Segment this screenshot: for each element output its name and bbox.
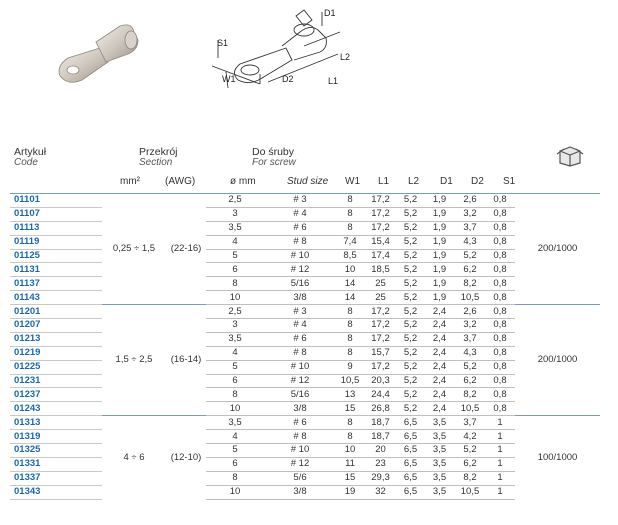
cell-w1: 10 xyxy=(336,444,364,458)
cell-l2: 5,2 xyxy=(397,207,424,221)
cell-mm: 6 xyxy=(206,374,264,388)
header-l2: L2 xyxy=(408,176,420,187)
cell-s1: 0,8 xyxy=(485,291,515,305)
cell-d1: 1,9 xyxy=(424,207,455,221)
cell-l1: 17,4 xyxy=(364,249,397,263)
cell-w1: 19 xyxy=(336,485,364,499)
cell-l1: 24,4 xyxy=(364,388,397,402)
cell-d2: 3,2 xyxy=(455,207,485,221)
cell-l1: 20,3 xyxy=(364,374,397,388)
header-awg: (AWG) xyxy=(165,176,196,187)
article-code: 01101 xyxy=(10,194,102,208)
cell-s1: 0,8 xyxy=(485,332,515,346)
article-code: 01137 xyxy=(10,277,102,291)
article-code: 01313 xyxy=(10,416,102,430)
cell-l1: 17,2 xyxy=(364,360,397,374)
cell-mm: 6 xyxy=(206,263,264,277)
cell-w1: 8 xyxy=(336,332,364,346)
cell-l2: 6,5 xyxy=(397,457,424,471)
cell-l2: 5,2 xyxy=(397,249,424,263)
cell-l1: 17,2 xyxy=(364,221,397,235)
cell-stud: # 8 xyxy=(264,235,336,249)
table-row xyxy=(10,444,600,458)
cell-d1: 2,4 xyxy=(424,346,455,360)
cell-s1: 0,8 xyxy=(485,374,515,388)
cell-w1: 8 xyxy=(336,207,364,221)
cell-s1: 0,8 xyxy=(485,194,515,208)
cell-l1: 15,7 xyxy=(364,346,397,360)
cell-mm: 8 xyxy=(206,471,264,485)
cell-mm: 10 xyxy=(206,485,264,499)
cell-w1: 7,4 xyxy=(336,235,364,249)
article-code: 01107 xyxy=(10,207,102,221)
cell-d2: 2,6 xyxy=(455,305,485,319)
table-row xyxy=(10,485,600,499)
cell-w1: 15 xyxy=(336,402,364,416)
table-row xyxy=(10,430,600,444)
cell-d1: 3,5 xyxy=(424,471,455,485)
article-code: 01225 xyxy=(10,360,102,374)
cell-stud: 5/16 xyxy=(264,388,336,402)
cell-w1: 8,5 xyxy=(336,249,364,263)
cell-stud: # 12 xyxy=(264,263,336,277)
cell-mm: 6 xyxy=(206,457,264,471)
cell-s1: 0,8 xyxy=(485,319,515,333)
table-row xyxy=(10,221,600,235)
cell-l2: 5,2 xyxy=(397,221,424,235)
header-section: Section xyxy=(139,157,173,168)
cell-w1: 11 xyxy=(336,457,364,471)
cell-l2: 5,2 xyxy=(397,319,424,333)
cell-mm: 4 xyxy=(206,430,264,444)
cell-w1: 8 xyxy=(336,221,364,235)
article-code: 01143 xyxy=(10,291,102,305)
awg-range: (22-16) xyxy=(166,194,206,305)
cell-l1: 32 xyxy=(364,485,397,499)
cell-d2: 4,2 xyxy=(455,430,485,444)
cell-s1: 0,8 xyxy=(485,305,515,319)
cell-d2: 3,7 xyxy=(455,332,485,346)
cell-d1: 1,9 xyxy=(424,235,455,249)
cell-s1: 1 xyxy=(485,457,515,471)
cell-l1: 17,2 xyxy=(364,319,397,333)
cell-d2: 10,5 xyxy=(455,402,485,416)
cell-d1: 2,4 xyxy=(424,305,455,319)
cell-s1: 1 xyxy=(485,430,515,444)
table-row xyxy=(10,471,600,485)
cell-s1: 1 xyxy=(485,444,515,458)
cell-mm: 8 xyxy=(206,388,264,402)
cell-stud: # 10 xyxy=(264,360,336,374)
cell-mm: 5 xyxy=(206,360,264,374)
cell-l2: 5,2 xyxy=(397,346,424,360)
article-code: 01125 xyxy=(10,249,102,263)
header-code: Code xyxy=(14,157,38,168)
cell-s1: 1 xyxy=(485,471,515,485)
cell-d2: 2,6 xyxy=(455,194,485,208)
cell-l1: 18,7 xyxy=(364,416,397,430)
article-code: 01325 xyxy=(10,444,102,458)
cell-d2: 10,5 xyxy=(455,291,485,305)
cell-mm: 5 xyxy=(206,249,264,263)
cell-d2: 6,2 xyxy=(455,457,485,471)
row-group xyxy=(10,416,600,499)
cell-d2: 8,2 xyxy=(455,471,485,485)
cell-l2: 5,2 xyxy=(397,402,424,416)
table-row xyxy=(10,360,600,374)
table-row xyxy=(10,194,600,208)
cell-s1: 0,8 xyxy=(485,277,515,291)
article-code: 01331 xyxy=(10,457,102,471)
cell-stud: # 8 xyxy=(264,346,336,360)
label-l1: L1 xyxy=(328,76,339,86)
cell-w1: 10 xyxy=(336,263,364,277)
cell-d1: 2,4 xyxy=(424,332,455,346)
cell-s1: 0,8 xyxy=(485,402,515,416)
table-row xyxy=(10,346,600,360)
cell-stud: 3/8 xyxy=(264,402,336,416)
cell-d2: 8,2 xyxy=(455,277,485,291)
cell-d2: 3,2 xyxy=(455,319,485,333)
row-group xyxy=(10,194,600,305)
table-row xyxy=(10,319,600,333)
cell-l1: 17,2 xyxy=(364,332,397,346)
table-row xyxy=(10,263,600,277)
cell-l2: 5,2 xyxy=(397,291,424,305)
table-row xyxy=(10,416,600,430)
awg-range: (12-10) xyxy=(166,416,206,499)
cell-d1: 3,5 xyxy=(424,457,455,471)
cell-w1: 8 xyxy=(336,319,364,333)
cell-s1: 0,8 xyxy=(485,360,515,374)
article-code: 01337 xyxy=(10,471,102,485)
package-box-icon xyxy=(556,145,584,167)
header-d1: D1 xyxy=(440,176,453,187)
cell-l1: 29,3 xyxy=(364,471,397,485)
cell-stud: 5/6 xyxy=(264,471,336,485)
cell-s1: 0,8 xyxy=(485,388,515,402)
article-code: 01207 xyxy=(10,319,102,333)
section-range: 0,25 ÷ 1,5 xyxy=(102,194,166,305)
article-code: 01319 xyxy=(10,430,102,444)
cell-d1: 2,4 xyxy=(424,360,455,374)
article-code: 01231 xyxy=(10,374,102,388)
cell-l1: 17,2 xyxy=(364,305,397,319)
cell-s1: 0,8 xyxy=(485,235,515,249)
article-code: 01213 xyxy=(10,332,102,346)
header-d2: D2 xyxy=(471,176,484,187)
cell-l2: 6,5 xyxy=(397,430,424,444)
cell-l2: 5,2 xyxy=(397,388,424,402)
cell-mm: 10 xyxy=(206,291,264,305)
cell-l2: 6,5 xyxy=(397,444,424,458)
cell-w1: 14 xyxy=(336,291,364,305)
cell-l2: 5,2 xyxy=(397,277,424,291)
cell-stud: # 10 xyxy=(264,444,336,458)
cell-stud: 5/16 xyxy=(264,277,336,291)
cell-d2: 3,7 xyxy=(455,221,485,235)
cell-l2: 6,5 xyxy=(397,471,424,485)
cell-l1: 26,8 xyxy=(364,402,397,416)
table-row xyxy=(10,277,600,291)
cell-d1: 2,4 xyxy=(424,388,455,402)
cell-s1: 0,8 xyxy=(485,207,515,221)
article-code: 01113 xyxy=(10,221,102,235)
cell-l2: 5,2 xyxy=(397,194,424,208)
cell-w1: 13 xyxy=(336,388,364,402)
cell-s1: 1 xyxy=(485,416,515,430)
cell-l1: 17,2 xyxy=(364,194,397,208)
label-w1: W1 xyxy=(222,74,236,84)
cell-s1: 0,8 xyxy=(485,249,515,263)
cell-l2: 6,5 xyxy=(397,416,424,430)
cell-w1: 14 xyxy=(336,277,364,291)
header-przekroj: Przekrój xyxy=(139,146,178,158)
cell-d1: 3,5 xyxy=(424,444,455,458)
label-d1: D1 xyxy=(324,8,336,18)
packaging-qty: 200/1000 xyxy=(515,194,600,305)
article-code: 01243 xyxy=(10,402,102,416)
article-code: 01131 xyxy=(10,263,102,277)
cell-stud: 3/8 xyxy=(264,291,336,305)
cell-d2: 5,2 xyxy=(455,360,485,374)
cell-stud: # 4 xyxy=(264,319,336,333)
table-row xyxy=(10,207,600,221)
table-row xyxy=(10,374,600,388)
cell-d1: 3,5 xyxy=(424,485,455,499)
cell-stud: # 10 xyxy=(264,249,336,263)
cell-d2: 10,5 xyxy=(455,485,485,499)
cell-stud: # 12 xyxy=(264,374,336,388)
label-d2: D2 xyxy=(282,74,294,84)
cell-l1: 25 xyxy=(364,277,397,291)
article-code: 01219 xyxy=(10,346,102,360)
header-mm2: mm² xyxy=(120,176,140,187)
cell-stud: # 3 xyxy=(264,194,336,208)
cell-stud: # 12 xyxy=(264,457,336,471)
header-o-mm: ø mm xyxy=(230,176,256,187)
row-group xyxy=(10,305,600,416)
cell-l2: 5,2 xyxy=(397,263,424,277)
article-code: 01201 xyxy=(10,305,102,319)
cell-l2: 5,2 xyxy=(397,235,424,249)
cell-s1: 1 xyxy=(485,485,515,499)
cell-s1: 0,8 xyxy=(485,221,515,235)
cell-s1: 0,8 xyxy=(485,346,515,360)
cell-d2: 4,3 xyxy=(455,235,485,249)
cell-d1: 2,4 xyxy=(424,402,455,416)
header-do-sruby: Do śruby xyxy=(252,146,295,158)
table-row xyxy=(10,291,600,305)
cell-d1: 1,9 xyxy=(424,249,455,263)
cell-l1: 25 xyxy=(364,291,397,305)
cell-l1: 23 xyxy=(364,457,397,471)
cell-w1: 8 xyxy=(336,430,364,444)
cell-l1: 20 xyxy=(364,444,397,458)
awg-range: (16-14) xyxy=(166,305,206,416)
cell-mm: 3,5 xyxy=(206,416,264,430)
cell-d2: 6,2 xyxy=(455,374,485,388)
cell-w1: 8 xyxy=(336,194,364,208)
cell-mm: 3,5 xyxy=(206,332,264,346)
article-code: 01343 xyxy=(10,485,102,499)
cell-l1: 18,5 xyxy=(364,263,397,277)
cell-w1: 15 xyxy=(336,471,364,485)
cell-mm: 5 xyxy=(206,444,264,458)
cell-mm: 4 xyxy=(206,235,264,249)
header-l1: L1 xyxy=(378,176,390,187)
cell-l1: 17,2 xyxy=(364,207,397,221)
cell-mm: 3 xyxy=(206,319,264,333)
cell-stud: # 6 xyxy=(264,221,336,235)
cell-d1: 1,9 xyxy=(424,291,455,305)
table-row xyxy=(10,249,600,263)
cell-d1: 3,5 xyxy=(424,430,455,444)
cell-l1: 15,4 xyxy=(364,235,397,249)
cell-stud: # 6 xyxy=(264,332,336,346)
cell-mm: 8 xyxy=(206,277,264,291)
header-for-screw: For screw xyxy=(252,157,296,168)
header-artykul: Artykuł xyxy=(14,146,47,158)
cell-d1: 2,4 xyxy=(424,374,455,388)
cell-l2: 6,5 xyxy=(397,485,424,499)
cell-mm: 3 xyxy=(206,207,264,221)
cell-stud: # 4 xyxy=(264,207,336,221)
cell-l2: 5,2 xyxy=(397,360,424,374)
cell-stud: # 3 xyxy=(264,305,336,319)
table-row xyxy=(10,402,600,416)
cell-d2: 8,2 xyxy=(455,388,485,402)
table-row xyxy=(10,388,600,402)
packaging-qty: 100/1000 xyxy=(515,416,600,499)
cell-w1: 8 xyxy=(336,305,364,319)
header-s1: S1 xyxy=(503,176,516,187)
table-row xyxy=(10,305,600,319)
cell-d1: 1,9 xyxy=(424,194,455,208)
cell-d1: 1,9 xyxy=(424,263,455,277)
cell-w1: 8 xyxy=(336,346,364,360)
cell-d2: 4,3 xyxy=(455,346,485,360)
header-stud-size: Stud size xyxy=(287,176,329,187)
packaging-qty: 200/1000 xyxy=(515,305,600,416)
cell-mm: 10 xyxy=(206,402,264,416)
label-s1: S1 xyxy=(217,38,229,48)
ring-terminal-photo xyxy=(48,18,143,88)
cell-s1: 0,8 xyxy=(485,263,515,277)
header-w1: W1 xyxy=(345,176,360,187)
cell-stud: # 8 xyxy=(264,430,336,444)
article-code: 01119 xyxy=(10,235,102,249)
table-row xyxy=(10,235,600,249)
cell-w1: 9 xyxy=(336,360,364,374)
ring-terminal-drawing xyxy=(200,2,350,112)
article-code: 01237 xyxy=(10,388,102,402)
cell-l2: 5,2 xyxy=(397,332,424,346)
terminal-table xyxy=(10,193,600,500)
cell-l2: 5,2 xyxy=(397,305,424,319)
cell-mm: 4 xyxy=(206,346,264,360)
cell-d1: 1,9 xyxy=(424,221,455,235)
cell-d2: 3,7 xyxy=(455,416,485,430)
section-range: 1,5 ÷ 2,5 xyxy=(102,305,166,416)
cell-d1: 3,5 xyxy=(424,416,455,430)
cell-mm: 2,5 xyxy=(206,194,264,208)
cell-stud: # 6 xyxy=(264,416,336,430)
label-l2: L2 xyxy=(340,52,350,62)
cell-d2: 6,2 xyxy=(455,263,485,277)
cell-mm: 3,5 xyxy=(206,221,264,235)
cell-w1: 8 xyxy=(336,416,364,430)
cell-w1: 10,5 xyxy=(336,374,364,388)
cell-mm: 2,5 xyxy=(206,305,264,319)
table-row xyxy=(10,457,600,471)
cell-l2: 5,2 xyxy=(397,374,424,388)
cell-l1: 18,7 xyxy=(364,430,397,444)
section-range: 4 ÷ 6 xyxy=(102,416,166,499)
cell-stud: 3/8 xyxy=(264,485,336,499)
table-row xyxy=(10,332,600,346)
cell-d2: 5,2 xyxy=(455,249,485,263)
cell-d1: 2,4 xyxy=(424,319,455,333)
cell-d1: 1,9 xyxy=(424,277,455,291)
cell-d2: 5,2 xyxy=(455,444,485,458)
